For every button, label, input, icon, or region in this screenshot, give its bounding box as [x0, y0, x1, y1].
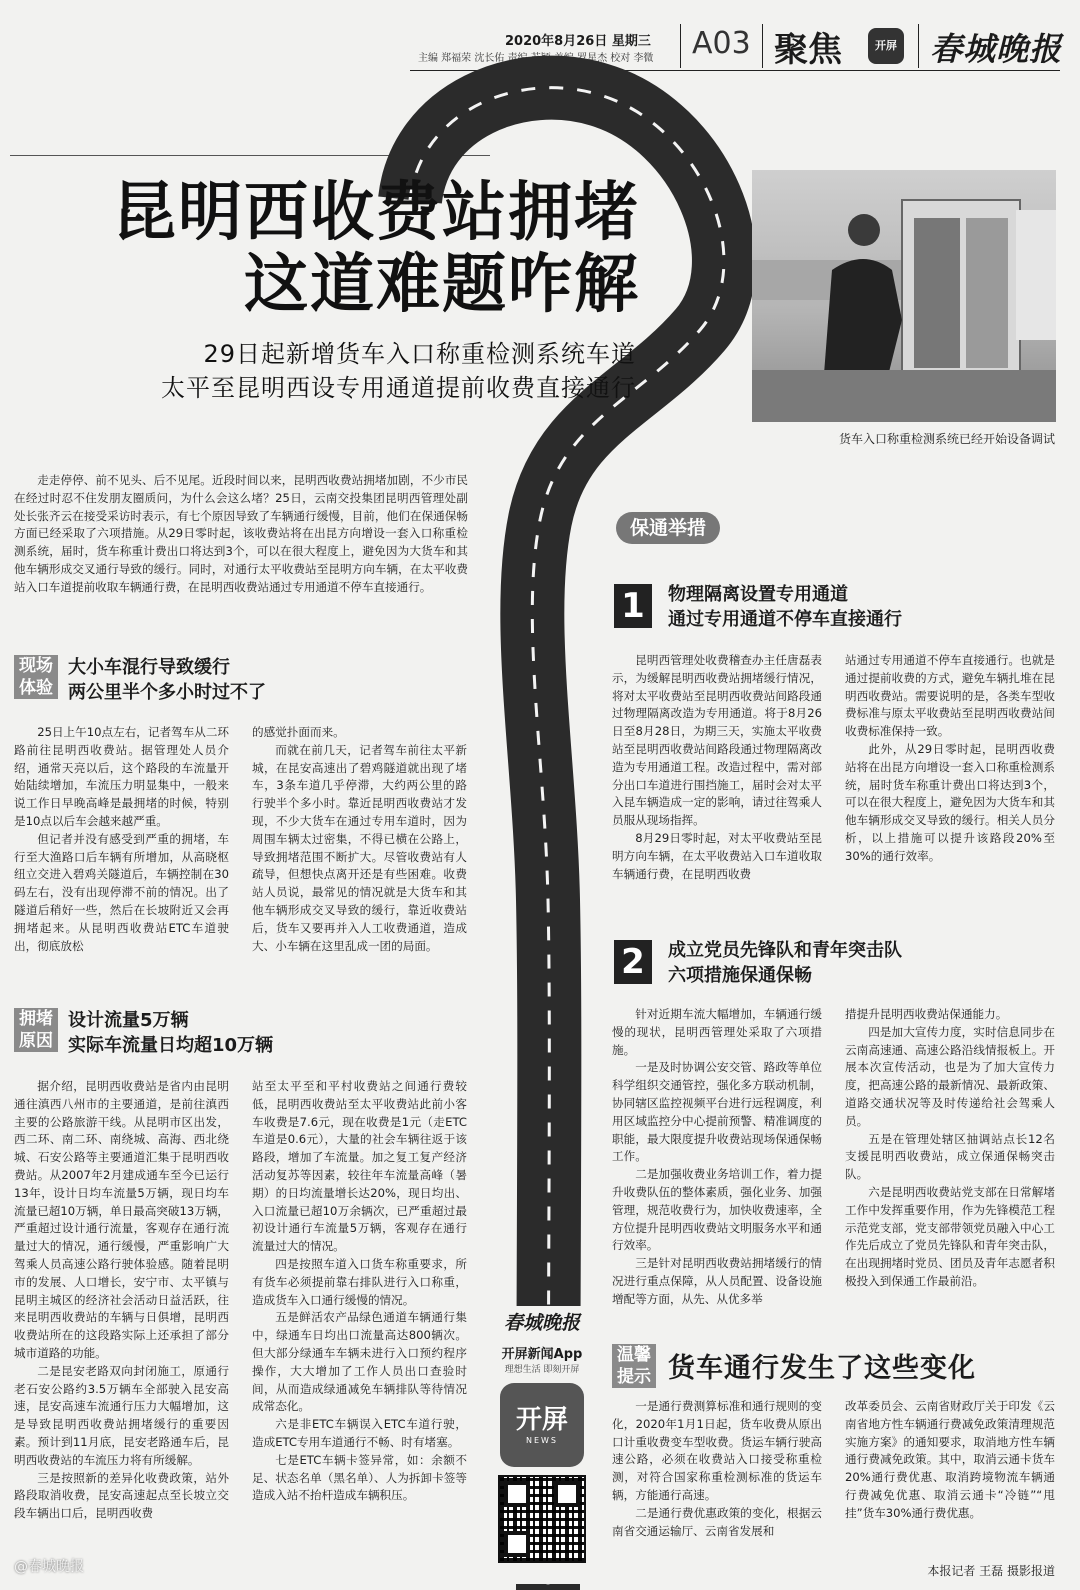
- paragraph: 三是针对昆明西收费站拥堵缓行的情况进行重点保障，从人员配置、设备设施增配等方面，从先、从优多举: [612, 1256, 822, 1306]
- paragraph: 六是非ETC车辆误入ETC车道行驶，造成ETC专用车道通行不畅、时有堵塞。: [252, 1417, 467, 1449]
- tips-column-1: [612, 1398, 822, 1578]
- headline-line-1: 昆明西收费站拥堵: [112, 176, 640, 250]
- measure-number-2: 2: [614, 940, 652, 984]
- heading-line: 设计流量5万辆: [68, 1010, 189, 1031]
- logo-text: 开屏: [515, 1405, 568, 1435]
- measure-heading-1: [668, 582, 902, 632]
- watermark: @春城晚报: [14, 1559, 84, 1575]
- cause-column-2: [252, 1078, 467, 1578]
- heading-line: 成立党员先锋队和青年突击队: [668, 940, 902, 961]
- paragraph: 五是在管理处辖区抽调站点长12名支援昆明西收费站，成立保通保畅突击队。: [845, 1131, 1055, 1182]
- paragraph: 五是鲜活农产品绿色通道车辆通行集中，绿通车日均出口流量高达800辆次。但大部分绿通车车辆未进行入口预约程序操作，大大增加了工作人员出口查验时间，从而造成绿通减免车辆排队等待情况成常态化。: [252, 1310, 467, 1414]
- scene-column-1: [14, 724, 229, 955]
- paragraph: 二是通行费优惠政策的变化，根据云南省交通运输厅、云南省发展和: [612, 1505, 822, 1538]
- heading-line: 物理隔离设置专用通道: [668, 584, 848, 605]
- heading-line: 通过专用通道不停车直接通行: [668, 609, 902, 630]
- paragraph: 二是加强收费业务培训工作，着力提升收费队伍的整体素质，强化业务、加强管理，规范收费行为，加快收费速率，全方位提升昆明西收费站文明服务水平和通行效率。: [612, 1167, 822, 1253]
- tips-column-2: [845, 1398, 1055, 1558]
- byline: 本报记者 王磊 摄影报道: [927, 1564, 1055, 1578]
- paragraph: 25日上午10点左右，记者驾车从二环路前往昆明西收费站。据管理处人员介绍，通常天亮以后，这个路段的车流量开始陆续增加，车流压力明显集中，一般来说工作日早晚高峰是最拥堵的时候，特别是10点以后车会越来越严重。: [14, 725, 230, 828]
- tag-line: 现场: [19, 656, 53, 676]
- photo-caption: 货车入口称重检测系统已经开始设备调试: [838, 432, 1055, 446]
- photo-scene: [752, 170, 1056, 422]
- scene-column-2: [252, 724, 467, 955]
- paragraph: 的感觉扑面而来。: [252, 725, 345, 739]
- heading-line: 六项措施保通保畅: [668, 965, 812, 986]
- measures-pill: 保通举措: [616, 512, 720, 544]
- paragraph: 8月29日零时起，对太平收费站至昆明方向车辆，在太平收费站入口车道收取车辆通行费，在昆明西收费: [612, 830, 822, 881]
- paragraph: 站通过专用通道不停车直接通行。也就是通过提前收费的方式，避免车辆扎堆在昆明西收费站。需要说明的是，各类车型收费标准与原太平收费站至昆明西收费站间收费标准保持一致。: [845, 653, 1055, 739]
- kaiping-app-icon: 开屏: [868, 28, 904, 64]
- paragraph: 而就在前几天，记者驾车前往太平新城，在昆安高速出了碧鸡隧道就出现了堵车，3条车道几乎停滞，大约两公里的路行驶半个多小时。靠近昆明西收费站才发现，不少大货车在通过专用车道时，因为周围车辆太过密集，不得已横在公路上，导致拥堵范围不断扩大。尽管收费站有人疏导，但想快点离开还是有些困难。收费站人员说，最常见的情况就是大货车和其他车辆形成交叉导致的缓行，靠近收费站后，货车又要再并入人工收费通道，造成大、小车辆在这里乱成一团的局面。: [252, 742, 467, 953]
- measure1-column-2: [845, 652, 1055, 866]
- measure2-column-2: [845, 1006, 1055, 1308]
- section-tag-tips: [612, 1344, 656, 1388]
- tips-heading: 货车通行发生了这些变化: [668, 1353, 976, 1384]
- heading-line: 大小车混行导致缓行: [68, 657, 230, 678]
- paragraph: 六是昆明西收费站党支部在日常解堵工作中发挥重要作用，作为先锋模范工程示范党支部，党支部带领党员融入中心工作先后成立了党员先锋队和青年突击队，在出现拥堵时党员、团员及青年志愿者积极投入到保通工作最前沿。: [845, 1184, 1055, 1288]
- editor-credits: 主编 郑福荣 沈长佑 责编 苏颖 美编 罗星杰 校对 李微: [418, 53, 654, 64]
- section-heading-scene: [68, 655, 266, 705]
- worker-head: [848, 214, 880, 246]
- promo-app-name: 开屏新闻App: [501, 1347, 583, 1362]
- page-number: A03: [692, 26, 751, 61]
- paragraph: 三是按照新的差异化收费政策，站外路段取消收费，昆安高速起点至长坡立交段车辆出口后，昆明西收费: [14, 1470, 229, 1521]
- paragraph: 针对近期车流大幅增加，车辆通行缓慢的现状，昆明西管理处采取了六项措施。: [612, 1007, 822, 1057]
- subheadline-2: 太平至昆明西设专用通道提前收费直接通行: [161, 374, 636, 402]
- paragraph: 七是ETC车辆卡签异常，如：余额不足、状态名单（黑名单）、人为拆卸卡签等造成入站不抬杆造成车辆积压。: [252, 1452, 467, 1503]
- app-promo: [492, 1306, 592, 1584]
- kaiping-app-logo[interactable]: [500, 1383, 584, 1467]
- headline-line-2: 这道难题咋解: [244, 248, 640, 322]
- news-photo: [752, 170, 1056, 422]
- section-name: 聚焦: [774, 30, 842, 70]
- measure-heading-2: [668, 938, 902, 988]
- section-heading-cause: [68, 1008, 273, 1058]
- paragraph: 昆明西管理处收费稽查办主任唐磊表示，为缓解昆明西收费站拥堵缓行情况，将对太平收费站至昆明西收费站间路段通过物理隔离改造为专用通道。将于8月26日至8月28日，为期三天，实施太平收费站至昆明西收费站间路段通过物理隔离改造为专用通道工程。改造过程中，需对部分出口车道进行围挡施工，届时会对太平入昆车辆造成一定的影响，请过往驾乘人员服从现场指挥。: [612, 653, 822, 828]
- logo-sub: NEWS: [525, 1436, 559, 1445]
- cause-column-1: [14, 1078, 229, 1578]
- section-tag-cause: [14, 1008, 58, 1052]
- section-tag-scene: [14, 655, 58, 699]
- paragraph: 二是昆安老路双向封闭施工，原通行老石安公路约3.5万辆车全部驶入昆安高速，昆安高速车流通行压力大幅增加，这是导致昆明西收费站拥堵缓行的重要因素。预计到11月底，昆安老路通车后，昆明西收费站的车流压力将有所缓解。: [14, 1363, 229, 1467]
- paragraph: 但记者并没有感受到严重的拥堵，车行至大渔路口后车辆有所增加，从高晓枢纽立交进入碧鸡关隧道后，车辆控制在30码左右，没有出现停滞不前的情况。出了隧道后稍好一些，然后在长坡附近又会再拥堵起来。从昆明西收费站ETC车道驶出，彻底放松: [14, 831, 229, 953]
- promo-slogan: 理想生活 即刻开屏: [504, 1365, 580, 1375]
- promo-brand: 春城晚报: [503, 1312, 580, 1334]
- paragraph: 据介绍，昆明西收费站是省内由昆明通往滇西八州市的主要通道，是前往滇西主要的公路旅游干线。从昆明市区出发，西二环、南二环、南绕城、高海、西北绕城、石安公路等主要通道汇集于昆明西收费站。从2007年2月建成通车至今已运行13年，设计日均车流量5万辆，现日均车流量已超10万辆，单日最高突破13万辆，严重超过设计通行流量，客观存在通行流量过大的情况，通行缓慢，严重影响广大驾乘人员高速公路行驶体验感。随着昆明市的发展、人口增长，安宁市、太平镇与昆明主城区的经济社会活动日益活跃，往来昆明西收费站的车辆与日俱增，昆明西收费站所在的这段路实际上还承担了部分城市道路的功能。: [14, 1079, 229, 1360]
- paragraph: 此外，从29日零时起，昆明西收费站将在出昆方向增设一套入口称重检测系统，届时货车称重计费出口将达到3个，可以在很大程度上，避免因为大货车和其他车辆形成交叉导致的缓行。相关人员分析，以上措施可以提升该路段20%至30%的通行效率。: [845, 741, 1055, 863]
- qr-code[interactable]: [498, 1475, 586, 1563]
- paragraph: 一是及时协调公安交管、路政等单位科学组织交通管控，强化多方联动机制，协同辖区监控视频平台进行远程调度，利用区域监控分中心提前预警、精准调度的职能，最大限度提升收费站现场保通保畅工作。: [612, 1060, 822, 1164]
- heading-line: 实际车流量日均超10万辆: [68, 1035, 274, 1056]
- issue-date: 2020年8月26日 星期三: [505, 34, 651, 49]
- tag-line: 提示: [617, 1367, 651, 1387]
- measure-number-1: 1: [614, 584, 652, 628]
- paragraph: 一是通行费测算标准和通行规则的变化，2020年1月1日起，货车收费从原出口计重收费变车型收费。货运车辆行驶高速公路，必须在收费站入口接受称重检测，对符合国家称重检测标准的货运车辆，方能通行高速。: [612, 1399, 822, 1502]
- measure2-column-1: [612, 1006, 822, 1308]
- tag-line: 拥堵: [19, 1009, 53, 1029]
- subheadline-1: 29日起新增货车入口称重检测系统车道: [203, 340, 636, 368]
- paragraph: 四是按照车道入口货车称重要求，所有货车必须提前靠右排队进行入口称重，造成货车入口通行缓慢的情况。: [252, 1256, 467, 1307]
- heading-line: 两公里半个多小时过不了: [68, 682, 266, 703]
- paragraph: 改革委员会、云南省财政厅关于印发《云南省地方性车辆通行费减免政策清理规范实施方案》的通知要求，取消地方性车辆通行费减免政策。其中，取消云通卡货车20%通行费优惠、取消跨境物流车辆通行费减免优惠、取消云通卡“冷链”“甩挂”货车30%通行费优惠。: [845, 1399, 1055, 1520]
- paragraph: 站至太平至和平村收费站之间通行费较低，昆明西收费站至太平收费站此前小客车收费是7.6元，现在收费是1元（走ETC车道是0.6元），大量的社会车辆往返于该路段，增加了车流量。加之复工复产经济活动复苏等因素，较往年车流量高峰（暑期）的日均流量增长达20%，现日均出、入口流量已超10万余辆次，已严重超过最初设计通行车流量5万辆，客观存在通行流量过大的情况。: [252, 1079, 467, 1254]
- newspaper-logo: 春城晚报: [930, 30, 1063, 68]
- paragraph: 措提升昆明西收费站保通能力。: [845, 1007, 1008, 1021]
- tag-line: 原因: [19, 1031, 53, 1051]
- lead-paragraph: [14, 472, 468, 597]
- lead-text: 走走停停、前不见头、后不见尾。近段时间以来，昆明西收费站拥堵加剧，不少市民在经过时忍不住发朋友圈质问，为什么会这么堵？25日，云南交投集团昆明西管理处副处长张齐云在接受采访时表示，有七个原因导致了车辆通行缓慢，目前，他们在保通保畅方面已经采取了六项措施。从29日零时起，该收费站将在出昆方向增设一套入口称重检测系统，届时，货车称重计费出口将达到3个，可以在很大程度上，避免因为大货车和其他车辆形成交叉通行导致的缓行。同时，对通行太平收费站至昆明方向车辆，在太平收费站入口车道提前收取车辆通行费，在昆明西收费站通过专用通道不停车直接通行。: [14, 473, 468, 594]
- tag-line: 体验: [19, 678, 53, 698]
- tag-line: 温馨: [617, 1345, 651, 1365]
- measure1-column-1: [612, 652, 822, 883]
- paragraph: 四是加大宣传力度，实时信息同步在云南高速通、高速公路沿线情报板上。开展本次宣传活动，也是为了加大宣传力度，把高速公路的最新情况、最新政策、道路交通状况等及时传递给社会驾乘人员。: [845, 1024, 1055, 1128]
